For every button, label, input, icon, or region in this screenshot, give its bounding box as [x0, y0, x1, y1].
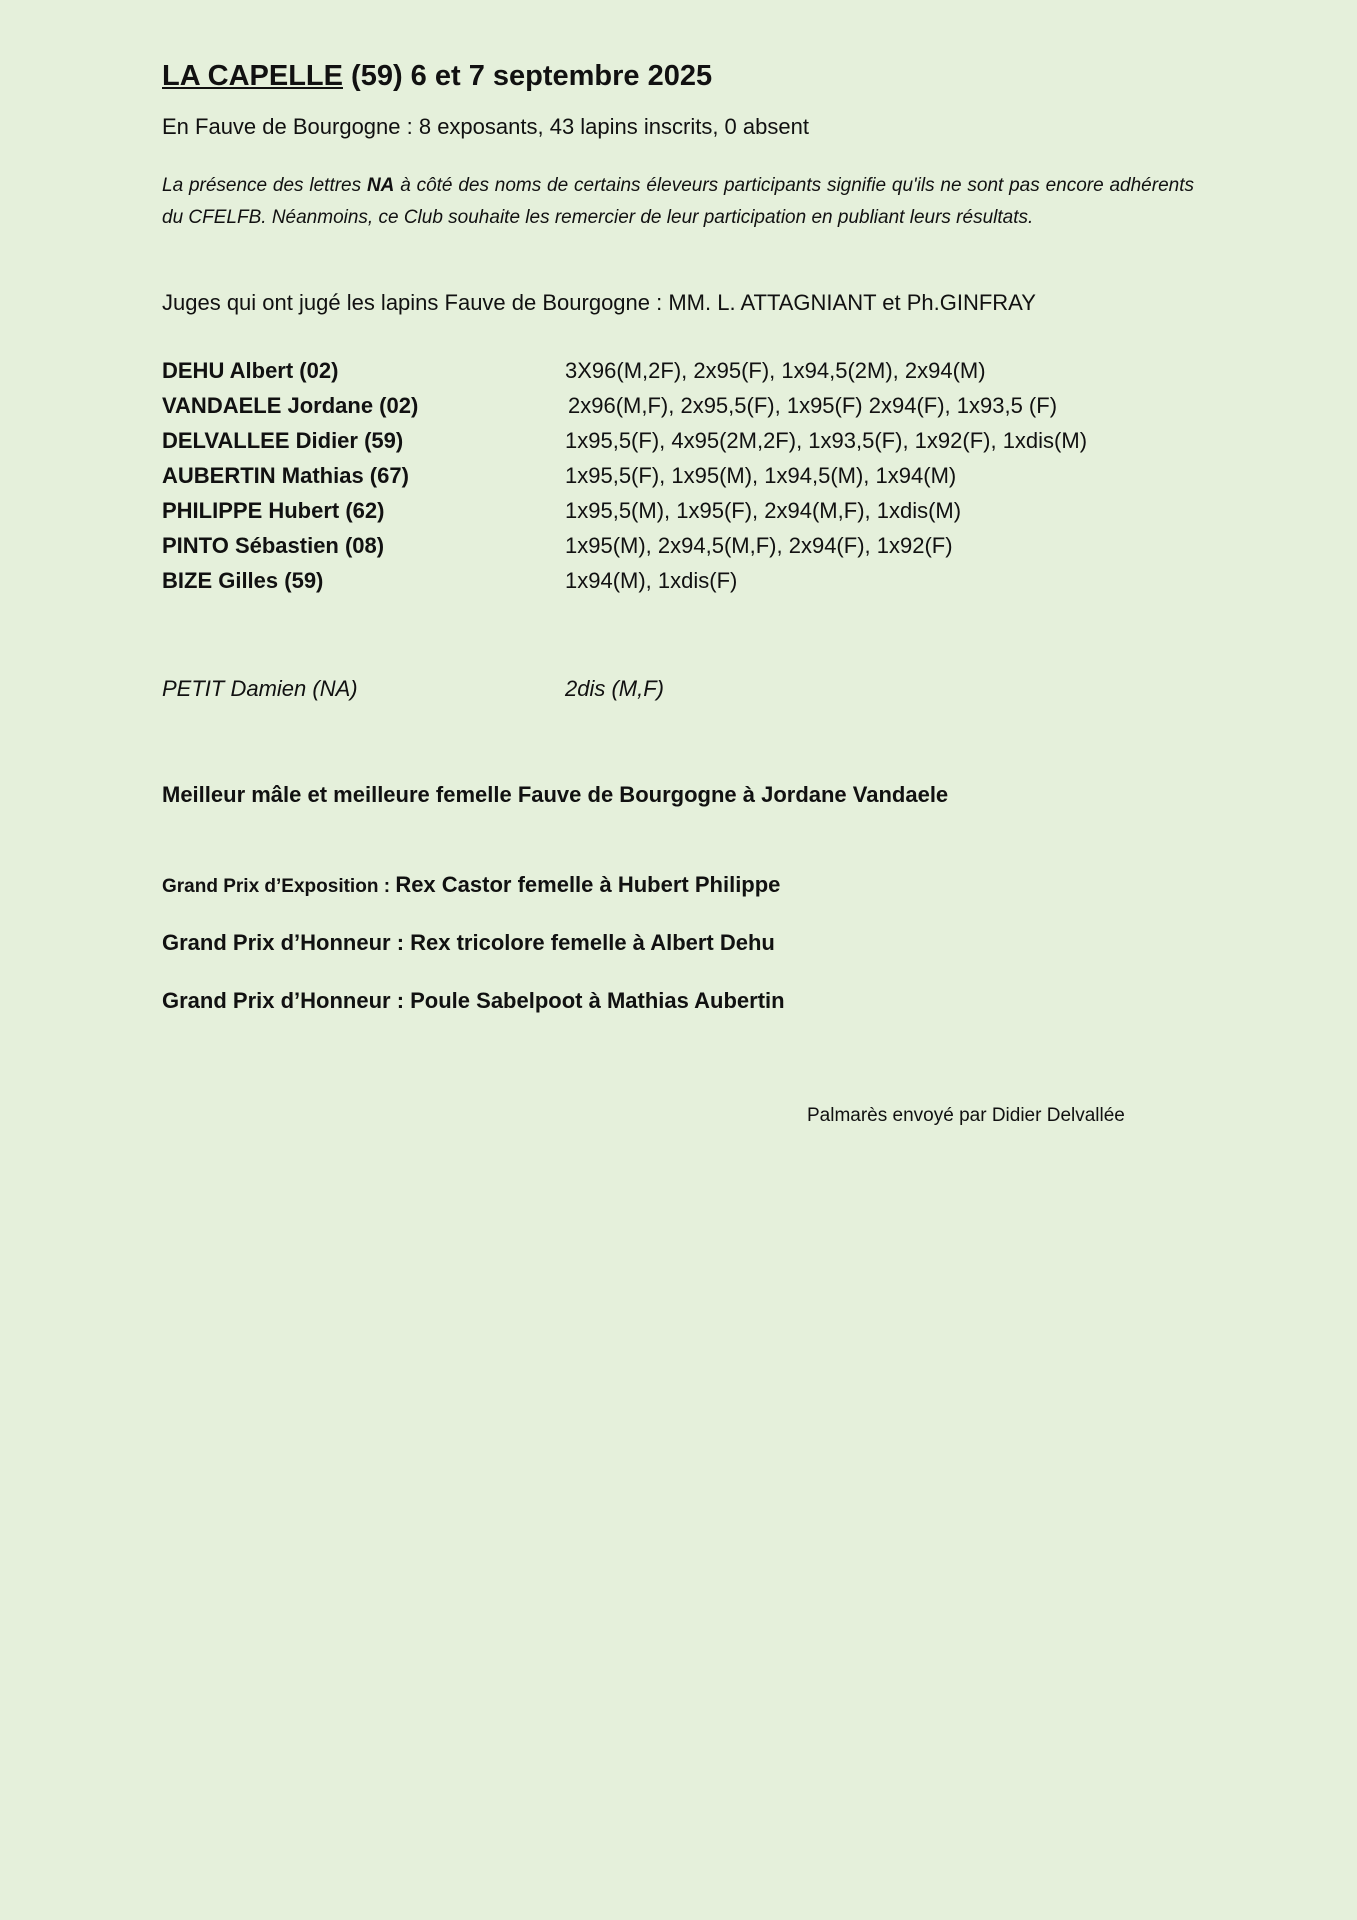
breeder-name: DEHU Albert (02)	[162, 358, 339, 383]
breeder-name: AUBERTIN Mathias (67)	[162, 463, 409, 488]
non-member-name: PETIT Damien (NA)	[162, 676, 358, 701]
breeder-name: PHILIPPE Hubert (62)	[162, 498, 385, 523]
breeder-scores: 1x95,5(M), 1x95(F), 2x94(M,F), 1xdis(M)	[565, 498, 962, 523]
na-explanation-note	[162, 170, 1194, 234]
breeder-scores: 1x94(M), 1xdis(F)	[565, 568, 738, 593]
breeder-scores: 1x95(M), 2x94,5(M,F), 2x94(F), 1x92(F)	[565, 533, 953, 558]
breeder-scores: 1x95,5(F), 1x95(M), 1x94,5(M), 1x94(M)	[565, 463, 957, 488]
show-summary: En Fauve de Bourgogne : 8 exposants, 43 lapins inscrits, 0 absent	[162, 114, 809, 139]
note-text-start: La présence des lettres	[162, 175, 367, 196]
breeder-name: DELVALLEE Didier (59)	[162, 428, 404, 453]
best-in-breed: Meilleur mâle et meilleure femelle Fauve de Bourgogne à Jordane Vandaele	[162, 782, 949, 807]
title-dates: (59) 6 et 7 septembre 2025	[342, 60, 713, 92]
note-text-end: à côté des noms de certains éleveurs participants signifie qu'ils ne sont pas encore adhérents du CFELFB. Néanmoins, ce Club souhaite les remercier de leur participation en publiant leurs résultats.	[162, 175, 1194, 228]
breeder-name: BIZE Gilles (59)	[162, 568, 324, 593]
non-member-row	[162, 676, 862, 706]
breeder-scores: 3X96(M,2F), 2x95(F), 1x94,5(2M), 2x94(M)	[565, 358, 986, 383]
breeder-scores: 1x95,5(F), 4x95(2M,2F), 1x93,5(F), 1x92(F), 1xdis(M)	[565, 428, 1088, 453]
grand-prix-honneur-1: Grand Prix d’Honneur : Rex tricolore femelle à Albert Dehu	[162, 930, 775, 955]
title-place: LA CAPELLE	[162, 60, 343, 92]
breeder-scores: 2x96(M,F), 2x95,5(F), 1x95(F) 2x94(F), 1x93,5 (F)	[568, 393, 1058, 418]
breeder-name: PINTO Sébastien (08)	[162, 533, 385, 558]
non-member-scores: 2dis (M,F)	[565, 676, 664, 701]
breeder-name: VANDAELE Jordane (02)	[162, 393, 419, 418]
sender-credit: Palmarès envoyé par Didier Delvallée	[807, 1105, 1125, 1126]
grand-prix-exposition-label: Grand Prix d’Exposition :	[162, 876, 396, 897]
note-na-marker: NA	[366, 175, 395, 196]
grand-prix-exposition-winner: Rex Castor femelle à Hubert Philippe	[395, 872, 781, 897]
grand-prix-exposition	[162, 872, 780, 898]
judges-line: Juges qui ont jugé les lapins Fauve de Bourgogne : MM. L. ATTAGNIANT et Ph.GINFRAY	[162, 290, 1036, 315]
page-title	[162, 60, 712, 93]
grand-prix-honneur-2: Grand Prix d’Honneur : Poule Sabelpoot à Mathias Aubertin	[162, 988, 785, 1013]
